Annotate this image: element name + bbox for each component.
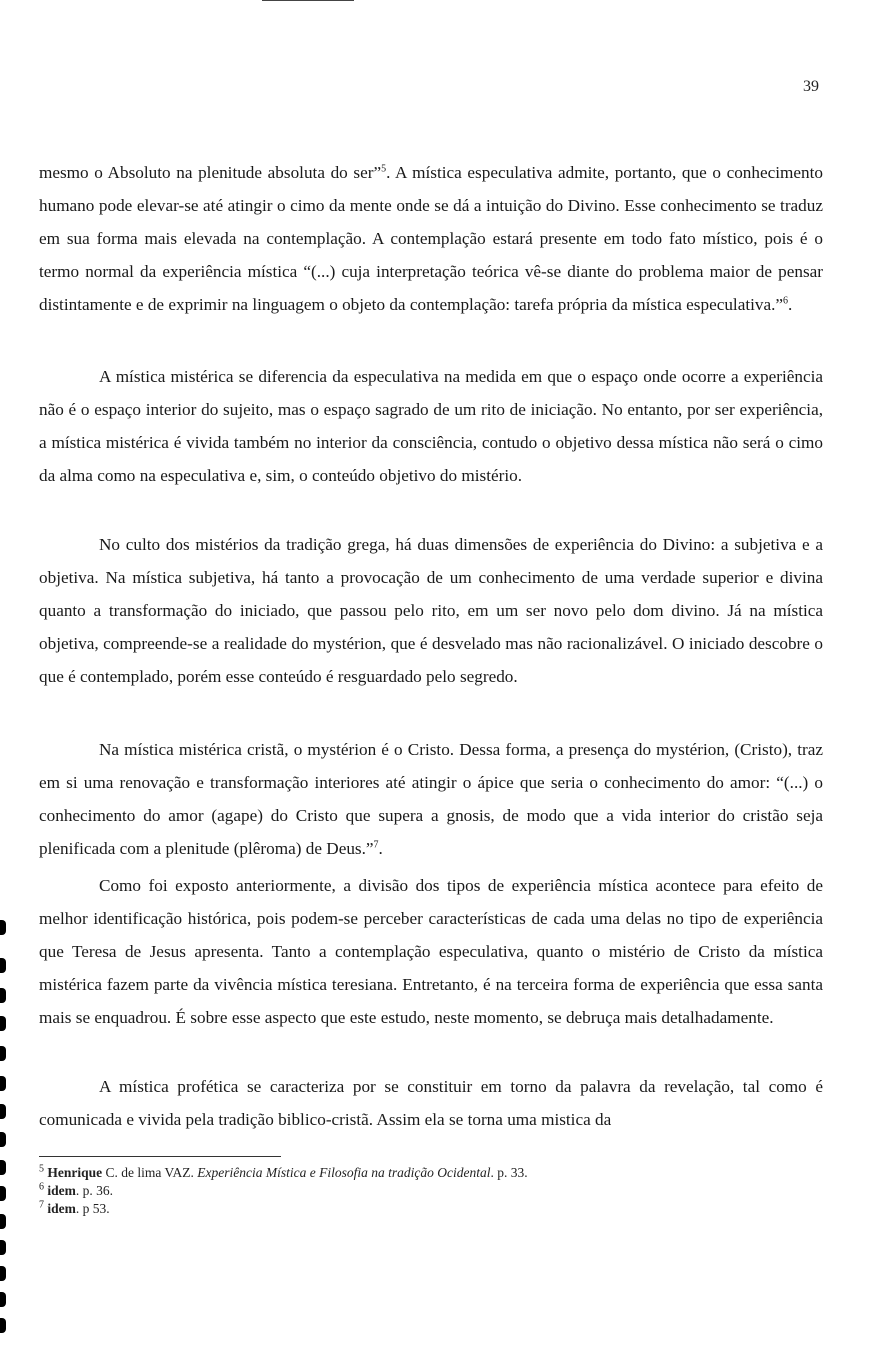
binding-mark [0, 1046, 6, 1061]
top-rule [262, 0, 354, 1]
page-number: 39 [803, 78, 819, 95]
p1-text-c: . [788, 295, 793, 314]
p1-text-b: . A mística especulativa admite, portanto, que o conhecimento humano pode elevar-se até atingir o cimo da mente onde se dá a intuição do Divino. Esse conhecimento se traduz em sua forma mais elevada na contemplação. A contemplação estará presente em todo fato místico, pois é o termo normal da experiência mística “(...) cuja interpretação teórica vê-se diante do problema maior de pensar distintamente e de exprimir na linguagem o objeto da contemplação: tarefa própria da mística especulativa.” [39, 163, 823, 314]
binding-marks [0, 920, 12, 1352]
footnote-ref-6: 6 [783, 295, 789, 307]
footnote-6 [39, 1182, 739, 1200]
binding-mark [0, 1076, 6, 1091]
binding-mark [0, 1104, 6, 1119]
footnote-number: 5 [39, 1163, 44, 1175]
binding-mark [0, 958, 6, 973]
footnote-rule [39, 1156, 281, 1157]
p4-text-a: Na mística mistérica cristã, o mystérion é o Cristo. Dessa forma, a presença do mystérion, (Cristo), traz em si uma renovação e transformação interiores até atingir o ápice que seria o conhecimento do amor: “(...) o conhecimento do amor (agape) do Cristo que supera a gnosis, de modo que a vida interior do cristão seja plenificada com a plenitude (plêroma) de Deus.” [39, 740, 823, 858]
binding-mark [0, 1292, 6, 1307]
paragraph-2: A mística mistérica se diferencia da especulativa na medida em que o espaço onde ocorre a experiência não é o espaço interior do sujeito, mas o espaço sagrado de um rito de iniciação. No entanto, por ser experiência, a mística mistérica é vivida também no interior da consciência, contudo o objetivo dessa mística não será o cimo da alma como na especulativa e, sim, o conteúdo objetivo do mistério. [39, 367, 823, 485]
paragraph-3: No culto dos mistérios da tradição grega, há duas dimensões de experiência do Divino: a subjetiva e a objetiva. Na mística subjetiva, há tanto a provocação de um conhecimento de uma verdade superior e divina quanto a transformação do iniciado, que passou pelo rito, em um ser novo pelo dom divino. Já na mística objetiva, compreende-se a realidade do mystérion, que é desvelado mas não racionalizável. O iniciado descobre o que é contemplado, porém esse conteúdo é resguardado pelo segredo. [39, 535, 823, 686]
binding-mark [0, 1214, 6, 1229]
footnotes [39, 1164, 739, 1218]
p1-text-a: mesmo o Absoluto na plenitude absoluta do ser” [39, 163, 382, 182]
paragraph-5: Como foi exposto anteriormente, a divisão dos tipos de experiência mística acontece para efeito de melhor identificação histórica, pois podem-se perceber características de cada uma delas no tipo de experiência que Teresa de Jesus apresenta. Tanto a contemplação especulativa, quanto o mistério de Cristo da mística mistérica fazem parte da vivência mística teresiana. Entretanto, é na terceira forma de experiência que essa santa mais se enquadrou. É sobre esse aspecto que este estudo, neste momento, se debruça mais detalhadamente. [39, 876, 823, 1027]
footnote-author: idem [47, 1183, 76, 1198]
footnote-text: C. de lima VAZ. [102, 1165, 198, 1180]
footnote-ref-7: 7 [373, 839, 379, 851]
binding-mark [0, 1186, 6, 1201]
footnote-7 [39, 1200, 739, 1218]
footnote-ref-5: 5 [381, 163, 387, 175]
footnote-page: . p. 33. [490, 1165, 528, 1180]
binding-mark [0, 1160, 6, 1175]
footnote-author: idem [47, 1201, 76, 1216]
binding-mark [0, 1266, 6, 1281]
footnote-author: Henrique [47, 1165, 103, 1180]
footnote-title: Experiência Mística e Filosofia na tradição Ocidental [197, 1165, 491, 1180]
binding-mark [0, 1132, 6, 1147]
paragraph-6: A mística profética se caracteriza por se constituir em torno da palavra da revelação, tal como é comunicada e vivida pela tradição biblico-cristã. Assim ela se torna uma mistica da [39, 1077, 823, 1129]
paragraph-4 [39, 733, 823, 865]
footnote-5 [39, 1164, 739, 1182]
footnote-number: 6 [39, 1181, 44, 1193]
binding-mark [0, 1318, 6, 1333]
binding-mark [0, 1016, 6, 1031]
footnote-number: 7 [39, 1199, 44, 1211]
footnote-text: . p 53. [75, 1201, 110, 1216]
footnote-text: . p. 36. [75, 1183, 113, 1198]
p4-text-b: . [378, 839, 383, 858]
binding-mark [0, 988, 6, 1003]
paragraph-1 [39, 156, 823, 321]
binding-mark [0, 920, 6, 935]
binding-mark [0, 1240, 6, 1255]
